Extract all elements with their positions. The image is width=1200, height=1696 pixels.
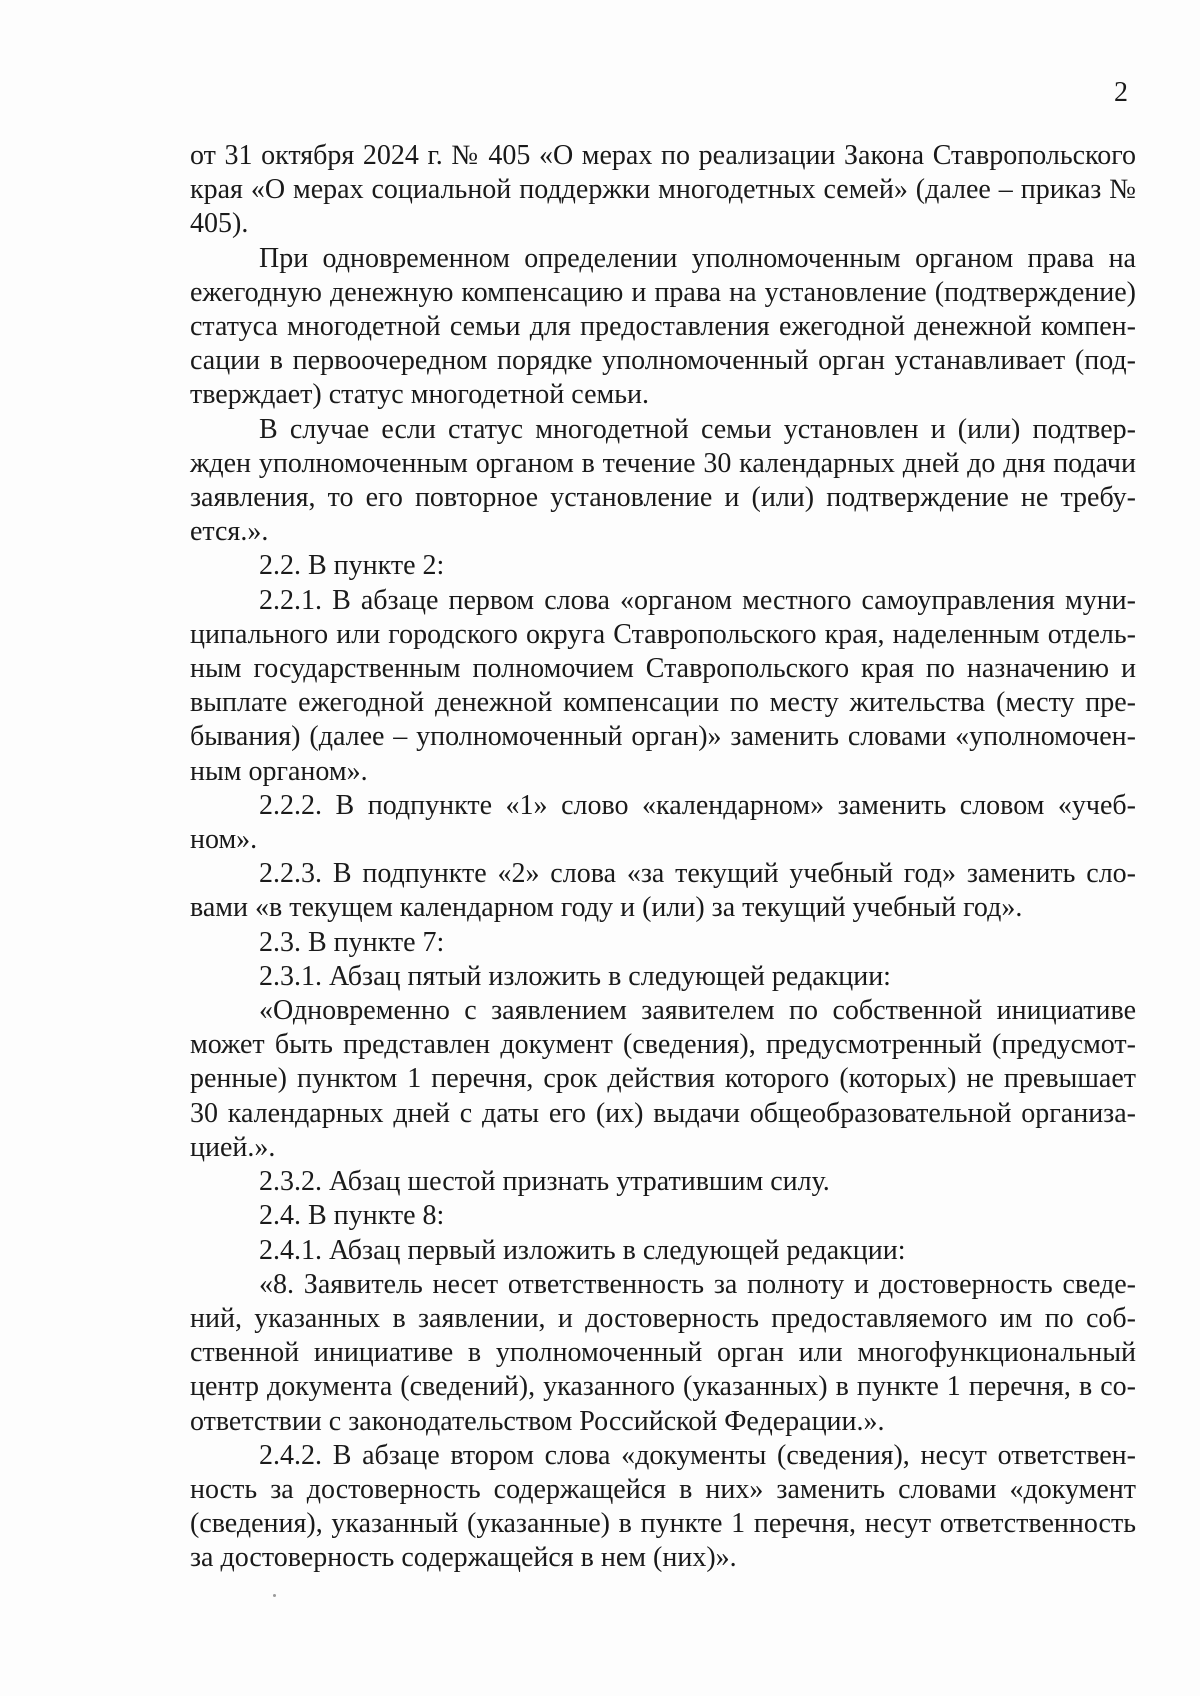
paragraph: «Одновременно с заявлением заявителем по собственной инициативе может быть представлен документ (сведения), предусмотренный (предусмотренные) пунктом 1 перечня, срок действия которого (которых) не превышает 30 календарных дней с даты его (их) выдачи общеобразовательной организацией.».	[190, 995, 1136, 1163]
paragraph: 2.2.3. В подпункте «2» слова «за текущий учебный год» заменить словами «в текущем календарном году и (или) за текущий учебный год».	[190, 858, 1136, 924]
page-number: 2	[1114, 77, 1128, 108]
paragraph: 2.3.1. Абзац пятый изложить в следующей редакции:	[259, 960, 891, 992]
paragraph: от 31 октября 2024 г. № 405 «О мерах по реализации Закона Ставропольского края «О мерах социальной поддержки многодетных семей» (далее – приказ № 405).	[190, 140, 1136, 240]
paragraph: 2.3. В пункте 7:	[259, 926, 445, 958]
paragraph: 2.3.2. Абзац шестой признать утратившим силу.	[259, 1166, 830, 1198]
paragraph: При одновременном определении уполномоченным органом права на ежегодную денежную компенсацию и права на установление (подтверждение) статуса многодетной семьи для предоставления ежегодной денежной компенсации в первоочередном порядке уполномоченный орган устанавливает (подтверждает) статус многодетной семьи.	[190, 242, 1136, 411]
paragraph: 2.2.1. В абзаце первом слова «органом местного самоуправления муниципального или городского округа Ставропольского края, наделенным отдельным государственным полномочием Ставропольского края по назначению и выплате ежегодной денежной компенсации по месту жительства (месту пребывания) (далее – уполномоченный орган)» заменить словами «уполномоченным органом».	[190, 584, 1136, 787]
paragraph: «8. Заявитель несет ответственность за полноту и достоверность сведений, указанных в заявлении, и достоверность предоставляемого им по собственной инициативе в уполномоченный орган или многофункциональный центр документа (сведений), указанного (указанных) в пункте 1 перечня, в соответствии с законодательством Российской Федерации.».	[190, 1268, 1136, 1437]
paragraph: 2.2.2. В подпункте «1» слово «календарном» заменить словом «учебном».	[190, 789, 1136, 856]
paragraph: В случае если статус многодетной семьи установлен и (или) подтвержден уполномоченным органом в течение 30 календарных дней до дня подачи заявления, то его повторное установление и (или) подтверждение не требуется.».	[190, 413, 1136, 548]
scan-speck	[273, 1594, 276, 1597]
paragraph: 2.4.1. Абзац первый изложить в следующей редакции:	[259, 1234, 906, 1266]
document-body	[190, 139, 1136, 1576]
paragraph: 2.4.2. В абзаце втором слова «документы (сведения), несут ответственность за достоверность содержащейся в них» заменить словами «документ (сведения), указанный (указанные) в пункте 1 перечня, несут ответственность за достоверность содержащейся в нем (них)».	[190, 1439, 1136, 1574]
paragraph: 2.4. В пункте 8:	[259, 1200, 445, 1232]
paragraph: 2.2. В пункте 2:	[259, 550, 445, 582]
